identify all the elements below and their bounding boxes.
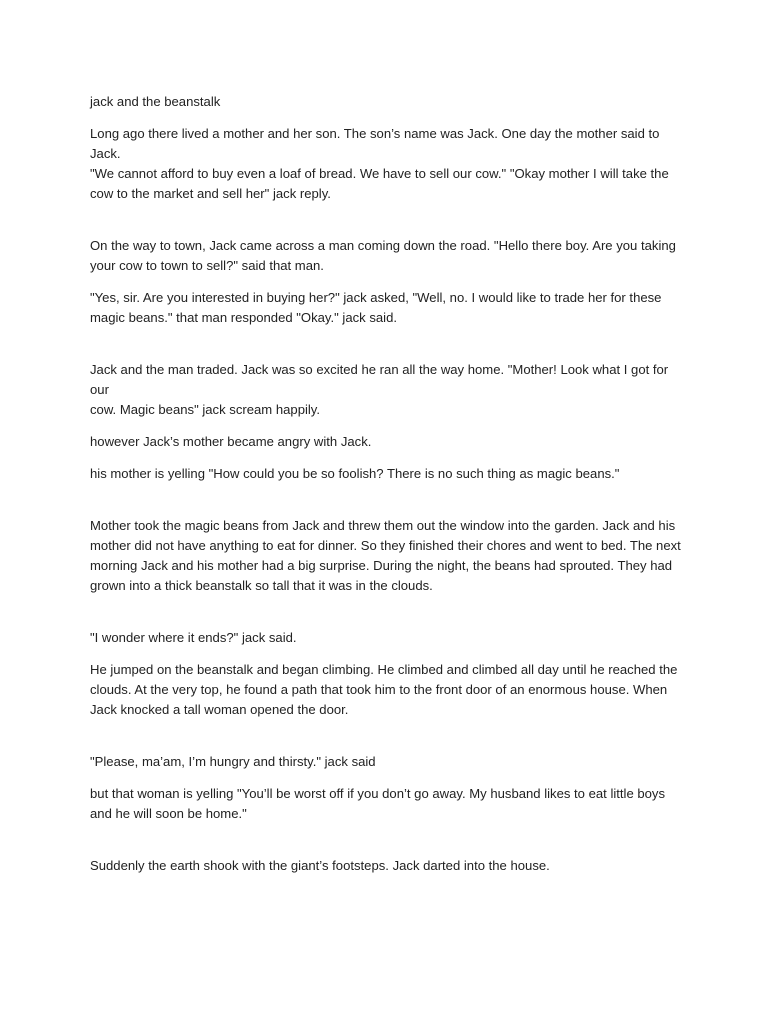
paragraph: He jumped on the beanstalk and began climbing. He climbed and climbed all day until he reached the clouds. At the very top, he found a path that took him to the front door of an enormous house. When Jack knocked a tall woman opened the door. xyxy=(90,661,678,717)
paragraph: "Yes, sir. Are you interested in buying her?" jack asked, "Well, no. I would like to trade her for these magic beans." that man responded "Okay." jack said. xyxy=(90,290,662,326)
paragraph: "Please, ma’am, I’m hungry and thirsty." jack said xyxy=(90,753,376,769)
paragraph: Mother took the magic beans from Jack and threw them out the window into the garden. Jack and his mother did not have anything to eat for dinner. So they finished their chores and went to bed. The next morning Jack and his mother had a big surprise. During the night, the beans had sprouted. They had grown into a thick beanstalk so tall that it was in the clouds. xyxy=(90,518,681,593)
paragraph: however Jack’s mother became angry with Jack. xyxy=(90,433,372,449)
document-title: jack and the beanstalk xyxy=(90,94,221,109)
paragraph: On the way to town, Jack came across a man coming down the road. "Hello there boy. Are you taking your cow to town to sell?" said that man. xyxy=(90,238,676,273)
document-page xyxy=(90,92,690,888)
paragraph: "I wonder where it ends?" jack said. xyxy=(90,629,297,645)
paragraph: Long ago there lived a mother and her son. The son’s name was Jack. One day the mother said to Jack. "We cannot afford to buy even a loaf of bread. We have to sell our cow." "Okay mother I will take the cow to the market and sell her" jack reply. xyxy=(90,126,669,202)
paragraph: but that woman is yelling "You’ll be worst off if you don’t go away. My husband likes to eat little boys and he will soon be home." xyxy=(90,785,666,821)
paragraph: Jack and the man traded. Jack was so excited he ran all the way home. "Mother! Look what I got for our cow. Magic beans" jack scream happily. xyxy=(90,361,669,417)
paragraph: his mother is yelling "How could you be so foolish? There is no such thing as magic beans." xyxy=(90,466,620,482)
paragraph: Suddenly the earth shook with the giant’s footsteps. Jack darted into the house. xyxy=(90,857,550,873)
